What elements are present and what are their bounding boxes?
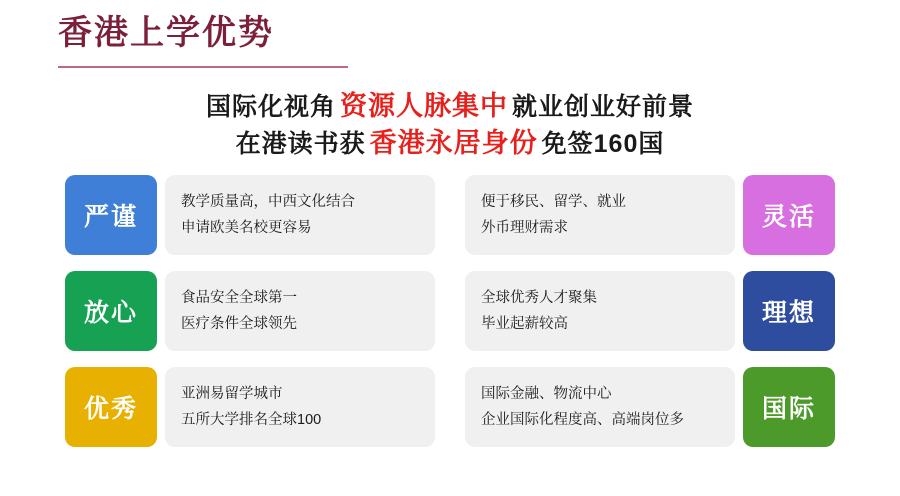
panel-left-line: 食品安全全球第一 bbox=[181, 290, 297, 306]
row-divider bbox=[443, 271, 457, 351]
headline-line-2-highlight: 香港永居身份 bbox=[369, 128, 538, 158]
panel-left-line: 亚洲易留学城市 bbox=[181, 386, 283, 402]
row-divider bbox=[443, 367, 457, 447]
panel-right-line: 毕业起薪较高 bbox=[481, 316, 568, 332]
panel-right-line: 企业国际化程度高、高端岗位多 bbox=[481, 412, 684, 428]
headline-block bbox=[0, 88, 900, 162]
slide-title-block bbox=[58, 10, 348, 56]
tag-right: 国际 bbox=[743, 367, 835, 447]
row-divider bbox=[443, 175, 457, 255]
page-title: 香港上学优势 bbox=[58, 14, 274, 52]
tag-right: 灵活 bbox=[743, 175, 835, 255]
panel-left bbox=[165, 271, 435, 351]
headline-line-2-part-1: 在港读书获 bbox=[235, 130, 366, 158]
panel-right bbox=[465, 367, 735, 447]
headline-line-1-highlight: 资源人脉集中 bbox=[340, 91, 508, 121]
panel-right bbox=[465, 175, 735, 255]
advantage-row bbox=[65, 175, 835, 255]
headline-line-1-part-2: 就业创业好前景 bbox=[512, 93, 695, 121]
headline-line-1 bbox=[0, 88, 900, 125]
tag-left: 优秀 bbox=[65, 367, 157, 447]
title-underline bbox=[58, 66, 348, 68]
panel-right-line: 全球优秀人才聚集 bbox=[481, 290, 597, 306]
tag-left: 放心 bbox=[65, 271, 157, 351]
headline-line-2 bbox=[0, 125, 900, 162]
panel-left bbox=[165, 367, 435, 447]
panel-right-line: 便于移民、留学、就业 bbox=[481, 194, 626, 210]
advantage-row bbox=[65, 271, 835, 351]
panel-left bbox=[165, 175, 435, 255]
advantage-row bbox=[65, 367, 835, 447]
panel-left-line: 申请欧美名校更容易 bbox=[181, 220, 312, 236]
headline-line-1-part-1: 国际化视角 bbox=[205, 93, 336, 121]
tag-right: 理想 bbox=[743, 271, 835, 351]
panel-left-line: 教学质量高，中西文化结合 bbox=[181, 194, 355, 210]
advantage-rows bbox=[65, 175, 835, 463]
panel-right bbox=[465, 271, 735, 351]
panel-left-line: 五所大学排名全球100 bbox=[181, 412, 322, 428]
panel-left-line: 医疗条件全球领先 bbox=[181, 316, 297, 332]
tag-left: 严谨 bbox=[65, 175, 157, 255]
panel-right-line: 国际金融、物流中心 bbox=[481, 386, 612, 402]
headline-line-2-part-2: 免签160国 bbox=[541, 130, 665, 158]
panel-right-line: 外币理财需求 bbox=[481, 220, 568, 236]
